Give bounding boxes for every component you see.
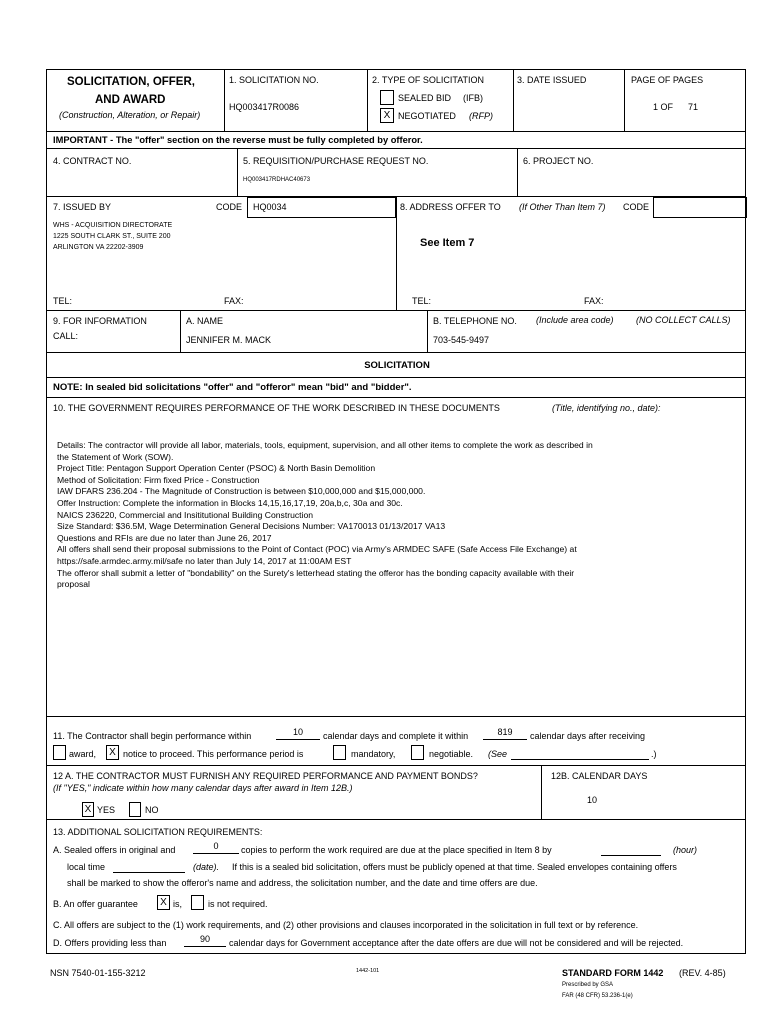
mandatory-label: mandatory, (351, 749, 396, 759)
local-time-label: local time (67, 862, 106, 872)
details-line: IAW DFARS 236.204 - The Magnitude of Construction is between $10,000,000 and $15,000,000. (57, 486, 426, 497)
award-checkbox[interactable] (53, 745, 66, 760)
item13a-text1: A. Sealed offers in original and (53, 845, 176, 855)
guarantee-is-checkbox[interactable]: X (157, 895, 170, 910)
info-label: 9. FOR INFORMATION (53, 316, 147, 326)
page-value: 1 OF (653, 102, 674, 112)
guarantee-not-checkbox[interactable] (191, 895, 204, 910)
details-line: Method of Solicitation: Firm fixed Price - Construction (57, 474, 260, 485)
item13b-text2: is not required. (208, 899, 268, 909)
negotiated-checkbox[interactable]: X (380, 108, 394, 123)
details-line: Questions and RFIs are due no later than June 26, 2017 (57, 532, 272, 543)
item13-label: 13. ADDITIONAL SOLICITATION REQUIREMENTS: (53, 827, 263, 837)
project-no-label: 6. PROJECT NO. (523, 156, 594, 166)
info-phone-value[interactable]: 703-545-9497 (433, 335, 490, 345)
local-time-field[interactable] (113, 863, 185, 873)
notice-label: notice to proceed. This performance period is (123, 749, 304, 759)
offer-fax-label: FAX: (584, 296, 604, 306)
issued-by-label: 7. ISSUED BY (53, 202, 112, 212)
item12b-value[interactable]: 10 (587, 795, 598, 805)
form-title-line2: AND AWARD (95, 94, 166, 106)
item11-text2: calendar days and complete it within (323, 731, 469, 741)
address-offer-code-label: CODE (623, 202, 650, 212)
details-line: NAICS 236220, Commercial and Insititutional Building Construction (57, 509, 314, 520)
details-line: https://safe.armdec.army.mil/safe no later than July 14, 2017 at 11:00AM EST (57, 555, 352, 566)
info-phone-hint: (Include area code) (536, 315, 614, 325)
bonds-yes-checkbox[interactable]: X (82, 802, 94, 817)
solicitation-no-value[interactable]: HQ003417R0086 (229, 102, 300, 112)
acceptance-days-field[interactable]: 90 (184, 935, 226, 947)
item10-hint: (Title, identifying no., date): (552, 403, 661, 413)
days-begin-field[interactable]: 10 (276, 728, 320, 740)
details-line: Size Standard: $36.5M, Wage Determination General Decisions Number: VA170013 01/13/2017 VA13 (57, 521, 446, 532)
days-complete-field[interactable]: 819 (483, 728, 527, 740)
info-collect-hint: (NO COLLECT CALLS) (636, 315, 731, 325)
date-issued-label: 3. DATE ISSUED (517, 75, 587, 85)
item13a-line3: shall be marked to show the offeror's name and address, the solicitation number, and the date and time offers are due. (67, 878, 538, 888)
item10-label: 10. THE GOVERNMENT REQUIRES PERFORMANCE OF THE WORK DESCRIBED IN THESE DOCUMENTS (53, 403, 500, 413)
info-name-label: A. NAME (186, 316, 224, 326)
hour-field[interactable] (601, 846, 661, 856)
bonds-yes-label: YES (97, 805, 116, 815)
form-code: 1442-101 (356, 968, 380, 974)
item13a-text2: copies to perform the work required are due at the place specified in Item 8 by (241, 845, 552, 855)
requisition-label: 5. REQUISITION/PURCHASE REQUEST NO. (243, 156, 429, 166)
address-offer-code-field[interactable] (653, 197, 747, 218)
issued-address-line3: ARLINGTON VA 22202-3909 (53, 244, 144, 251)
item13d-text2: calendar days for Government acceptance after the date offers are due will not be considered and will be rejected. (229, 938, 684, 948)
important-notice: IMPORTANT - The "offer" section on the reverse must be fully completed by offeror. (53, 135, 423, 145)
details-line: proposal (57, 579, 90, 590)
see-label: (See (488, 749, 508, 759)
notice-checkbox[interactable]: X (106, 745, 119, 760)
address-offer-hint: (If Other Than Item 7) (519, 202, 606, 212)
form-title: SOLICITATION, OFFER, (67, 76, 195, 88)
info-phone-label: B. TELEPHONE NO. (433, 316, 517, 326)
item11-text3: calendar days after receiving (530, 731, 646, 741)
item12a-label: 12 A. THE CONTRACTOR MUST FURNISH ANY REQUIRED PERFORMANCE AND PAYMENT BONDS? (53, 771, 478, 781)
see-end: .) (651, 749, 657, 759)
details-line: Project Title: Pentagon Support Operation Center (PSOC) & North Basin Demolition (57, 463, 376, 474)
address-offer-value: See Item 7 (420, 237, 475, 249)
sealed-bid-checkbox[interactable] (380, 90, 394, 105)
nsn-number: NSN 7540-01-155-3212 (50, 968, 146, 978)
bonds-no-label: NO (145, 805, 159, 815)
item11-text1: 11. The Contractor shall begin performance within (53, 731, 252, 741)
details-line: Offer Instruction: Complete the information in Blocks 14,15,16,17,19, 20a,b,c, 30a and 30c. (57, 497, 403, 508)
item10-details (57, 440, 593, 591)
far-reference: FAR (48 CFR) 53.236-1(e) (562, 993, 633, 999)
negotiable-label: negotiable. (429, 749, 474, 759)
details-line: All offers shall send their proposal submissions to the Point of Contact (POC) via Army's ARMDEC SAFE (Safe Access File Exchange) at (57, 544, 577, 555)
copies-field[interactable]: 0 (193, 842, 239, 854)
solicitation-form (46, 69, 746, 954)
issued-address-line1: WHS - ACQUISITION DIRECTORATE (53, 222, 173, 229)
offer-tel-label: TEL: (412, 296, 432, 306)
date-label: (date). (193, 862, 220, 872)
guarantee-is-label: is, (173, 899, 182, 909)
contract-no-label: 4. CONTRACT NO. (53, 156, 132, 166)
address-offer-label: 8. ADDRESS OFFER TO (400, 202, 501, 212)
page-label: PAGE OF PAGES (631, 75, 704, 85)
standard-form-title: STANDARD FORM 1442 (562, 968, 664, 978)
hour-label: (hour) (673, 845, 698, 855)
item13d-text1: D. Offers providing less than (53, 938, 167, 948)
page-total: 71 (688, 102, 699, 112)
item12b-label: 12B. CALENDAR DAYS (551, 771, 648, 781)
item13a-line2: If this is a sealed bid solicitation, offers must be publicly opened at that time. Sealed envelopes containing offers (232, 862, 677, 872)
issued-fax-label: FAX: (224, 296, 244, 306)
details-line: Details: The contractor will provide all labor, materials, tools, equipment, supervision, and all other items to complete the work as described in (57, 440, 593, 450)
see-field[interactable] (511, 750, 649, 760)
award-label: award, (69, 749, 97, 759)
mandatory-checkbox[interactable] (333, 745, 346, 760)
ifb-label: (IFB) (463, 93, 483, 103)
issued-address-line2: 1225 SOUTH CLARK ST., SUITE 200 (53, 233, 171, 240)
info-name-value[interactable]: JENNIFER M. MACK (186, 335, 272, 345)
item13c-text: C. All offers are subject to the (1) work requirements, and (2) other provisions and clauses incorporated in the solicitation in full text or by reference. (53, 920, 639, 930)
solicitation-no-label: 1. SOLICITATION NO. (229, 75, 319, 85)
item13b-text1: B. An offer guarantee (53, 899, 138, 909)
bonds-no-checkbox[interactable] (129, 802, 141, 817)
sealed-bid-note: NOTE: In sealed bid solicitations "offer" and "offeror" mean "bid" and "bidder". (53, 382, 412, 393)
issued-code-field[interactable]: HQ0034 (247, 197, 396, 218)
issued-tel-label: TEL: (53, 296, 73, 306)
solicitation-heading: SOLICITATION (364, 360, 430, 371)
info-call-label: CALL: (53, 331, 79, 341)
form-subtitle: (Construction, Alteration, or Repair) (59, 110, 201, 120)
type-label: 2. TYPE OF SOLICITATION (372, 75, 485, 85)
negotiable-checkbox[interactable] (411, 745, 424, 760)
form-revision: (REV. 4-85) (679, 968, 726, 978)
sealed-bid-label: SEALED BID (398, 93, 452, 103)
requisition-value[interactable]: HQ003417RDHAC40673 (243, 177, 311, 183)
item12a-hint: (If "YES," indicate within how many calendar days after award in Item 12B.) (53, 783, 353, 793)
rfp-label: (RFP) (469, 111, 493, 121)
details-line: The offeror shall submit a letter of "bondability" on the Surety's letterhead stating the offeror has the bonding capacity available with their (57, 567, 575, 578)
prescribed-by: Prescribed by GSA (562, 982, 614, 988)
details-line: the Statement of Work (SOW). (57, 451, 174, 462)
negotiated-label: NEGOTIATED (398, 111, 456, 121)
issued-code-label: CODE (216, 202, 243, 212)
